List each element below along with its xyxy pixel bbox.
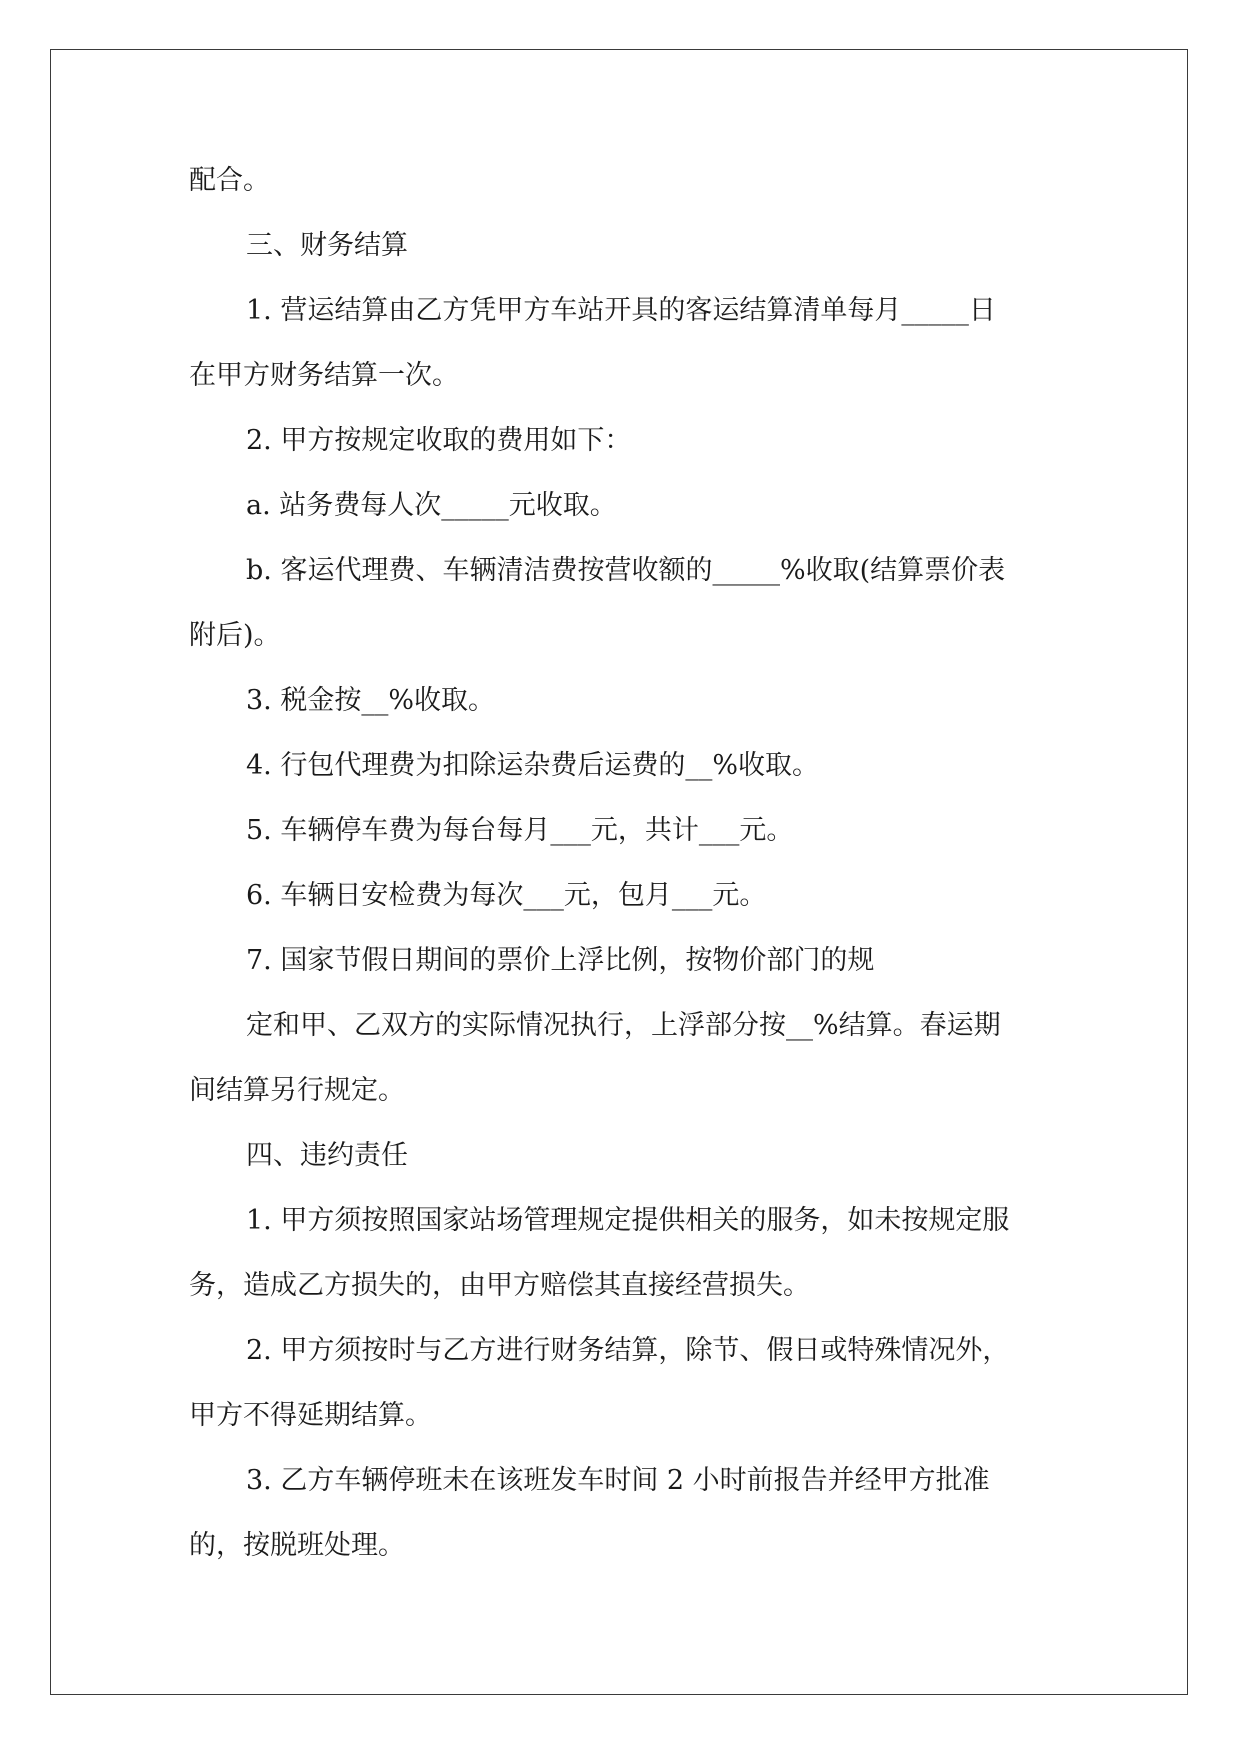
- paragraph-line: 在甲方财务结算一次。: [189, 360, 459, 391]
- paragraph-line: a. 站务费每人次_____元收取。: [246, 490, 617, 521]
- paragraph-line: 1. 营运结算由乙方凭甲方车站开具的客运结算清单每月_____日: [246, 295, 996, 326]
- paragraph-line: b. 客运代理费、车辆清洁费按营收额的_____%收取(结算票价表: [246, 555, 1006, 586]
- paragraph-line: 定和甲、乙双方的实际情况执行，上浮部分按__%结算。春运期: [246, 1010, 1001, 1041]
- paragraph-line: 4. 行包代理费为扣除运杂费后运费的__%收取。: [246, 750, 819, 781]
- paragraph-line: 2. 甲方须按时与乙方进行财务结算，除节、假日或特殊情况外，: [246, 1335, 1010, 1366]
- paragraph-line: 务，造成乙方损失的，由甲方赔偿其直接经营损失。: [189, 1270, 810, 1301]
- paragraph-line: 1. 甲方须按照国家站场管理规定提供相关的服务，如未按规定服: [246, 1205, 1010, 1236]
- section-heading: 四、违约责任: [246, 1140, 408, 1171]
- paragraph-line: 3. 乙方车辆停班未在该班发车时间 2 小时前报告并经甲方批准: [246, 1465, 990, 1496]
- paragraph-line: 6. 车辆日安检费为每次___元，包月___元。: [246, 880, 767, 911]
- paragraph-line: 附后)。: [189, 620, 281, 651]
- paragraph-line: 3. 税金按__%收取。: [246, 685, 495, 716]
- paragraph-line: 间结算另行规定。: [189, 1075, 405, 1106]
- section-heading: 三、财务结算: [246, 230, 408, 261]
- paragraph-line: 2. 甲方按规定收取的费用如下：: [246, 425, 632, 456]
- paragraph-line: 5. 车辆停车费为每台每月___元，共计___元。: [246, 815, 794, 846]
- paragraph-line: 的，按脱班处理。: [189, 1530, 405, 1561]
- paragraph-line: 配合。: [189, 165, 270, 196]
- paragraph-line: 7. 国家节假日期间的票价上浮比例，按物价部门的规: [246, 945, 875, 976]
- paragraph-line: 甲方不得延期结算。: [189, 1400, 432, 1431]
